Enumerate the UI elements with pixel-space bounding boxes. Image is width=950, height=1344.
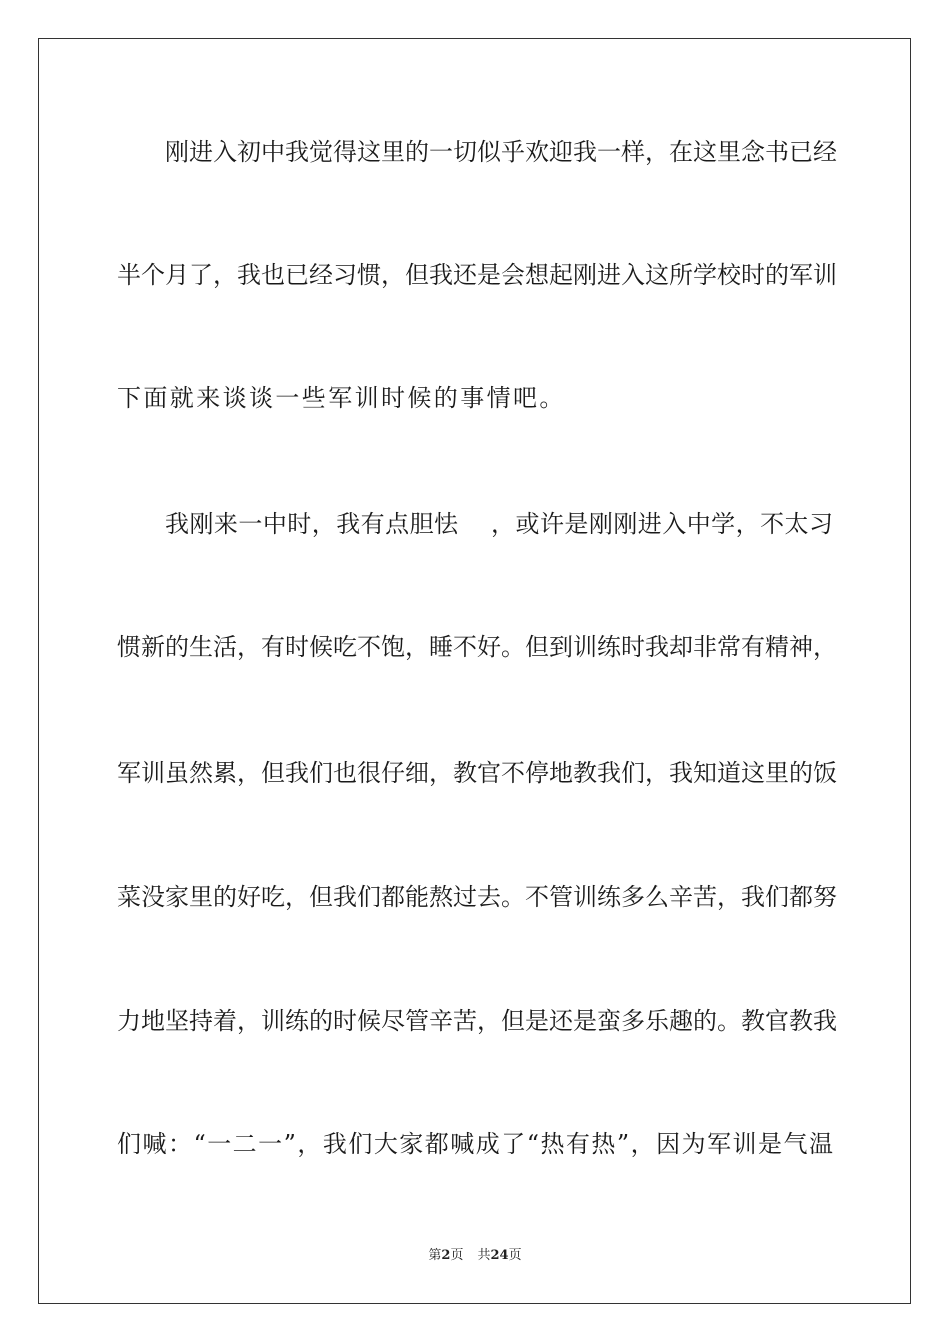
paragraph-line: 我刚来一中时，我有点胆怯 ，或许是刚刚进入中学，不太习 xyxy=(165,510,833,538)
paragraph-line: 刚进入初中我觉得这里的一切似乎欢迎我一样，在这里念书已经 xyxy=(165,138,837,166)
paragraph-line: 力地坚持着，训练的时候尽管辛苦，但是还是蛮多乐趣的。教官教我 xyxy=(117,1007,837,1035)
paragraph-line: 下面就来谈谈一些军训时候的事情吧。 xyxy=(117,384,566,412)
total-prefix: 共 xyxy=(477,1248,491,1263)
total-pages-number: 24 xyxy=(490,1248,509,1263)
paragraph-line: 惯新的生活，有时候吃不饱，睡不好。但到训练时我却非常有精神， xyxy=(117,633,837,661)
paragraph-line: 们喊：“一二一”，我们大家都喊成了“热有热”，因为军训是气温 xyxy=(117,1130,833,1158)
paragraph-line: 菜没家里的好吃，但我们都能熬过去。不管训练多么辛苦，我们都努 xyxy=(117,883,837,911)
page-footer xyxy=(0,1244,950,1263)
paragraph-line: 半个月了，我也已经习惯，但我还是会想起刚进入这所学校时的军训 xyxy=(117,261,837,289)
paragraph-line: 军训虽然累，但我们也很仔细，教官不停地教我们，我知道这里的饭 xyxy=(117,759,837,787)
page-prefix: 第 xyxy=(428,1248,442,1263)
total-suffix: 页 xyxy=(508,1248,522,1263)
current-page-number: 2 xyxy=(441,1248,451,1263)
page-border xyxy=(38,38,911,1304)
page-suffix: 页 xyxy=(450,1248,464,1263)
